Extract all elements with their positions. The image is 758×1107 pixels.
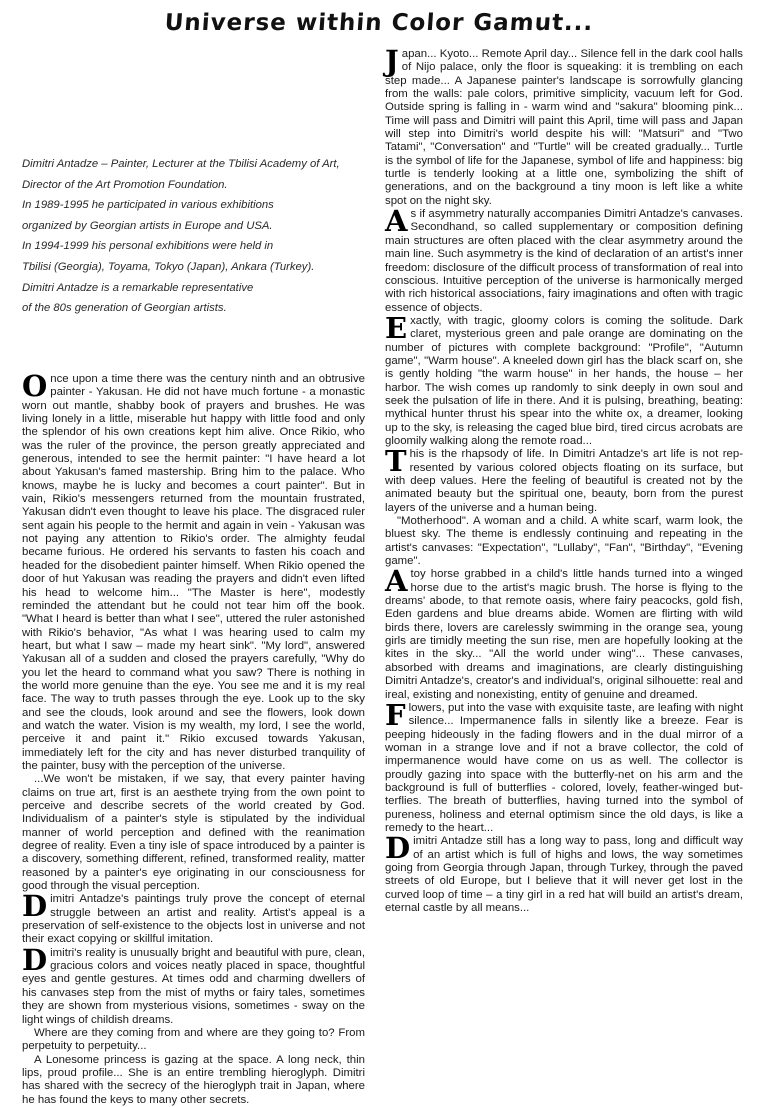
paragraph: [385, 44, 743, 208]
paragraph-text: imitri Antadze still has a long way to pass, long and difficult way of an artist which is full of highs and lows, the way sometimes going from Georgia through Japan, through Turkey, through the paved streets of old Europe, but I believe that it will never get lost in the curved loop of time – a tiny girl in a red hat will build an artist's dream, eternal castle by all means...: [385, 835, 743, 914]
paragraph-text: imitri Antadze's paintings truly prove the concept of eternal struggle between an artist and reality. Artist's appeal is a preservation of self-existence to the objects lost in universe and not their exact copying or skillful imitation.: [22, 893, 365, 946]
bio-line: In 1989-1995 he participated in various exhibitions: [22, 199, 274, 212]
drop-cap: A: [385, 204, 408, 239]
article-title: Universe within Color Gamut...: [163, 10, 595, 36]
paragraph: [22, 1027, 365, 1054]
paragraph-text: imitri's reality is unusually bright and beautiful with pure, clean, gracious colors and voices neatly placed in space, thoughtful eyes and gentle gestures. At times odd and charming dwellers of his canvases step from the mist of myths or fairy tales, sometimes they are shown from mysterious visions, sometimes - sway on the light wings of childish dreams.: [22, 946, 365, 1026]
right-column: [385, 44, 743, 915]
bio-line: In 1994-1999 his personal exhibitions were held in: [22, 240, 274, 253]
paragraph: [22, 1054, 365, 1107]
paragraph-text: xactly, with tragic, gloomy colors is coming the solitude. Dark claret, mysterious green and pale orange are dominating on the number of pictures with complete background: "Profile", "Autumn game", "Warm house". A kneeled down girl has the black scarf on, she is gently holding "the warm house" in her hands, the house – her harbor. The wish comes up randomly to sink deeply in own soul and seek the pulsation of life in there. And it is pulsing, breathing, beating: mythical hunter thrust his spear into the white ox, a dreamer, looking up to the sky, is releasing the caged blue bird, tired circus acrobats are gloomily walking along the remote road...: [385, 314, 743, 447]
paragraph: [385, 697, 743, 835]
paragraph: [385, 310, 743, 448]
drop-cap: E: [385, 310, 408, 345]
paragraph-text: his is the rhapsody of life. In Dimitri Antadze's art life is not represented by various colored objects floating on its surface, but with deep values. Here the feeling of beautiful is created not by the animated beauty but the spiritual one, beauty, born from the purest layers of the universe and a human being.: [385, 448, 743, 514]
paragraph: [385, 515, 743, 568]
paragraph-text: Where are they coming from and where are they going to? From perpetuity to perpetuity...: [22, 1026, 365, 1053]
bio-line: Director of the Art Promotion Foundation.: [22, 178, 228, 191]
drop-cap: T: [385, 444, 407, 479]
paragraph: [385, 564, 743, 701]
drop-cap: D: [385, 831, 411, 866]
paragraph: [22, 942, 365, 1027]
paragraph-text: apan... Kyoto... Remote April day... Silence fell in the dark cool halls of Nijo palace, only the floor is squeaking: it is trembling on each step made... A Japanese painter's landscape is sorrowfully glancing from the walls: pale colors, primitive simplicity, vacuum left for God. Outside spring is falling in - warm wind and "sakura" blooming pink... Time will pass and Dimitri will paint this April, time will pass and Japan will step into Dimitri's world despite his will: "Matsuri" and "Two Tatami", "Conversation" and "Turtle" will be created gradually... Turtle is the symbol of life for the Japanese, symbol of life and happiness: big turtle is tenderly looking at a little one, symbolizing the shift of generations, and on the background a tiny moon is left like a white spot on the night sky.: [385, 48, 743, 207]
drop-cap: A: [385, 564, 408, 599]
paragraph-text: "Motherhood". A woman and a child. A white scarf, warm look, the bluest sky. The theme is endlessly continuing and repeating in the artist's canvases: "Expectation", "Lullaby", "Fan", "Birthday", "Evening game".: [385, 515, 743, 568]
paragraph-text: lowers, put into the vase with exquisite taste, are leafing with night silence... Impermanence falls in silently like a breeze. Fear is peeping hideously in the fading flowers and in the dual mirror of a woman in a strange love and if not a brave collector, the cold of impermanence would have come on us as well. The collector is proudly gazing into space with the butterfly-net on his arm and the background is full of butterflies - colored, lovely, feather-winged butterflies. The breath of butterflies, having turned into the symbol of pureness, holiness and eternal optimism since the old days, is like a remedy to the heart...: [385, 701, 743, 834]
paragraph-text: nce upon a time there was the century ninth and an obtrusive painter - Yakusan. He did not have much fortune - a monastic worn out mantle, shabby book of prayers and brushes. He was living lonely in a little, miserable hut happy with little food and only the splendor of his own creations kept him alive. Once Rikio, who was the ruler of the province, the person greatly appreciated and generous, intended to see the hermit painter: "I have heard a lot about Yakusan's famed mastership. Bring him to the palace. Who knows, maybe he is lucky and becomes a court painter". But in vain, Rikio's messengers returned from the mountain frustrated, Yakusan didn't even thought to leave his place. The disgraced ruler sent again his people to the hermit and again in vein - Yakusan was not paying any attention to Rikio's order. The almighty feudal became furious. He ordered his servants to fasten his coach and headed for the disobedient painter himself. When Rikio opened the door of hut Yakusan was reading the prayers and didn't even lifted his head to welcome him... "The Master is here", modestly reminded the attendant but he could not tear him off the book. "What I heard is better than what I see", uttered the ruler astonished with Rikio's behavior, "As what I was hearing used to calm my heart, but what I saw – made my heart sink". "My lord", answered Yakusan all of a sudden and closed the prayers carefully, "Why do you let the heard to command what you saw? There is nothing in the world more genuine than the eye. You see me and it is my real face. The way to truth passes through the eye. Look up to the sky and see the clouds, look around and see the flowers, look down and watch the water. Vision is my wealth, my lord, I see the world, perceive it and paint it." Rikio excused towards Yakusan, immediately left for the city and has never disturbed tranquility of the painter, busy with the perception of the universe.: [22, 373, 365, 772]
bio-line: of the 80s generation of Georgian artists.: [22, 302, 227, 315]
paragraph-text: A Lonesome princess is gazing at the space. A long neck, thin lips, proud profile... She is an entire trembling hieroglyph. Dimitri has shared with the secrecy of the hieroglyph trait in Japan, where he has found the keys to many other secrets.: [22, 1053, 365, 1106]
drop-cap: D: [22, 889, 48, 924]
paragraph: [385, 204, 743, 315]
left-column: [22, 369, 365, 1107]
bio-line: organized by Georgian artists in Europe and USA.: [22, 219, 273, 232]
drop-cap: D: [22, 942, 48, 977]
author-bio: [22, 154, 382, 319]
paragraph-text: s if asymmetry naturally accompanies Dimitri Antadze's canvases. Secondhand, so called supplementary or composition defining main structures are often placed with the clear asymmetry around the main line. Such asymmetry is the kind of declaration of an artist's inner freedom: disclosure of the difficult process of transformation of real into conscious. Intuitive perception of the universe is harmonically merged with rich historical associations, fairy imaginations and often with tragic essence of objects.: [385, 208, 743, 314]
paragraph: [22, 773, 365, 893]
bio-line: Tbilisi (Georgia), Toyama, Tokyo (Japan), Ankara (Turkey).: [22, 260, 315, 273]
paragraph: [22, 889, 365, 946]
drop-cap: F: [385, 697, 406, 732]
paragraph-text: toy horse grabbed in a child's little hands turned into a winged horse due to the artist's magic brush. The horse is flying to the dreams' abode, to that remote oasis, where fairy peacocks, gold fish, Eden gardens and blue dreams abide. Women are flirting with wild birds there, lovers are carelessly swimming in the orange sea, young girls are timidly meeting the sun rise, men are hopefully looking at the kites in the sky... "All the world under wing"... These canvases, absorbed with dreams and imaginations, are clearly distinguishing Dimitri Antadze's, creator's and individual's, original silhouette: real and ireal, existing and nonexisting, entity of genuine and dreamed.: [385, 568, 743, 701]
bio-line: Dimitri Antadze – Painter, Lecturer at the Tbilisi Academy of Art,: [22, 158, 340, 170]
paragraph-text: ...We won't be mistaken, if we say, that every painter having claims on true art, first is an aesthete trying from the own point to perceive and describe secrets of the world created by God. Individualism of a painter's style is stipulated by the individual manner of world perception and defined with the reanimation degree of reality. Even a tiny isle of space introduced by a painter is a discovery, something different, refined, transformed reality, matter reasoned by a painter's eye originating in our consciousness for good through the visual perception.: [22, 773, 365, 893]
bio-line: Dimitri Antadze is a remarkable representative: [22, 281, 254, 294]
drop-cap: J: [385, 44, 399, 78]
paragraph: [385, 444, 743, 515]
paragraph: [385, 831, 743, 915]
drop-cap: O: [22, 369, 48, 403]
paragraph: [22, 369, 365, 773]
